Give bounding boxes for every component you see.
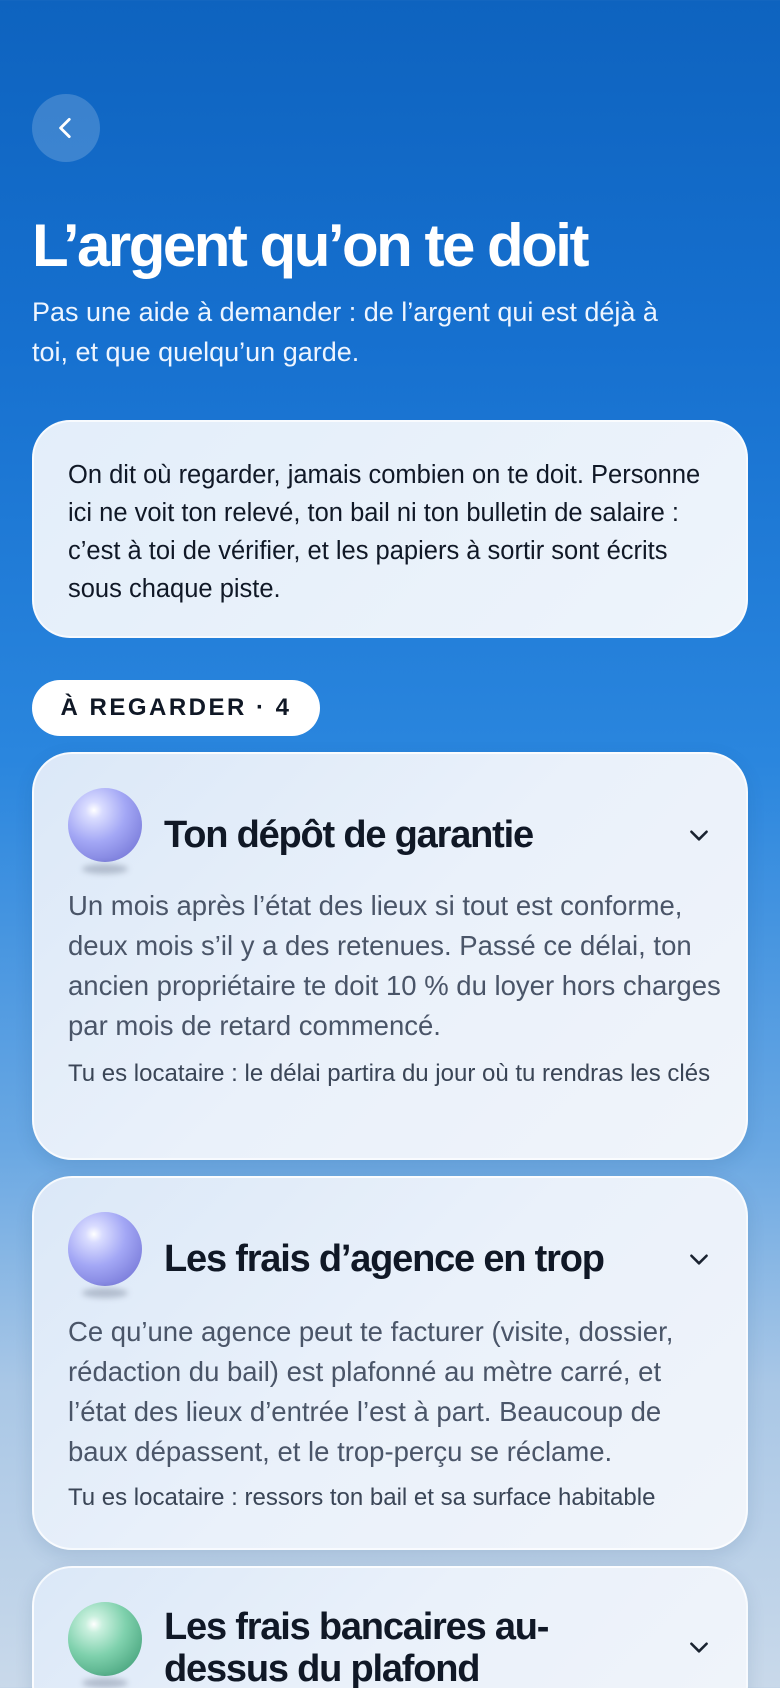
chevron-down-icon[interactable]: [686, 822, 712, 848]
page-title: L’argent qu’on te doit: [32, 212, 587, 279]
back-button[interactable]: [32, 94, 100, 162]
violet-orb-icon: [68, 1212, 142, 1286]
page-subtitle: Pas une aide à demander : de l’argent qui est déjà à toi, et que quelqu’un garde.: [32, 297, 658, 367]
card-title: Ton dépôt de garantie: [164, 814, 533, 856]
lead-card-agency-fees[interactable]: [32, 1176, 748, 1550]
lead-card-bank-fees[interactable]: [32, 1566, 748, 1688]
orb-shadow: [82, 1288, 128, 1298]
card-note: Tu es locataire : ressors ton bail et sa surface habitable: [68, 1484, 656, 1511]
card-title: Les frais bancaires au-dessus du plafond: [164, 1606, 549, 1688]
card-note: Tu es locataire : le délai partira du jour où tu rendras les clés: [68, 1060, 711, 1087]
lead-card-deposit[interactable]: [32, 752, 748, 1160]
green-orb-icon: [68, 1602, 142, 1676]
section-chip: À REGARDER · 4: [32, 680, 320, 736]
violet-orb-icon: [68, 788, 142, 862]
card-body: Ce qu’une agence peut te facturer (visite, dossier, rédaction du bail) est plafonné au mètre carré, et l’état des lieux d’entrée l’est à part. Beaucoup de baux dépassent, et le trop-perçu se réclame.: [68, 1316, 674, 1467]
orb-shadow: [82, 1678, 128, 1688]
chevron-down-icon[interactable]: [686, 1634, 712, 1660]
card-title: Les frais d’agence en trop: [164, 1238, 604, 1280]
card-body: Un mois après l’état des lieux si tout est conforme, deux mois s’il y a des retenues. Passé ce délai, ton ancien propriétaire te doit 10 % du loyer hors charges par mois de retard commencé.: [68, 890, 721, 1041]
orb-shadow: [82, 864, 128, 874]
disclaimer-text: On dit où regarder, jamais combien on te doit. Personne ici ne voit ton relevé, ton bail ni ton bulletin de salaire : c’est à toi de vérifier, et les papiers à sortir sont écrits sous chaque piste.: [68, 461, 701, 603]
chevron-left-icon: [53, 115, 79, 141]
disclaimer-card: [32, 420, 748, 638]
chevron-down-icon[interactable]: [686, 1246, 712, 1272]
